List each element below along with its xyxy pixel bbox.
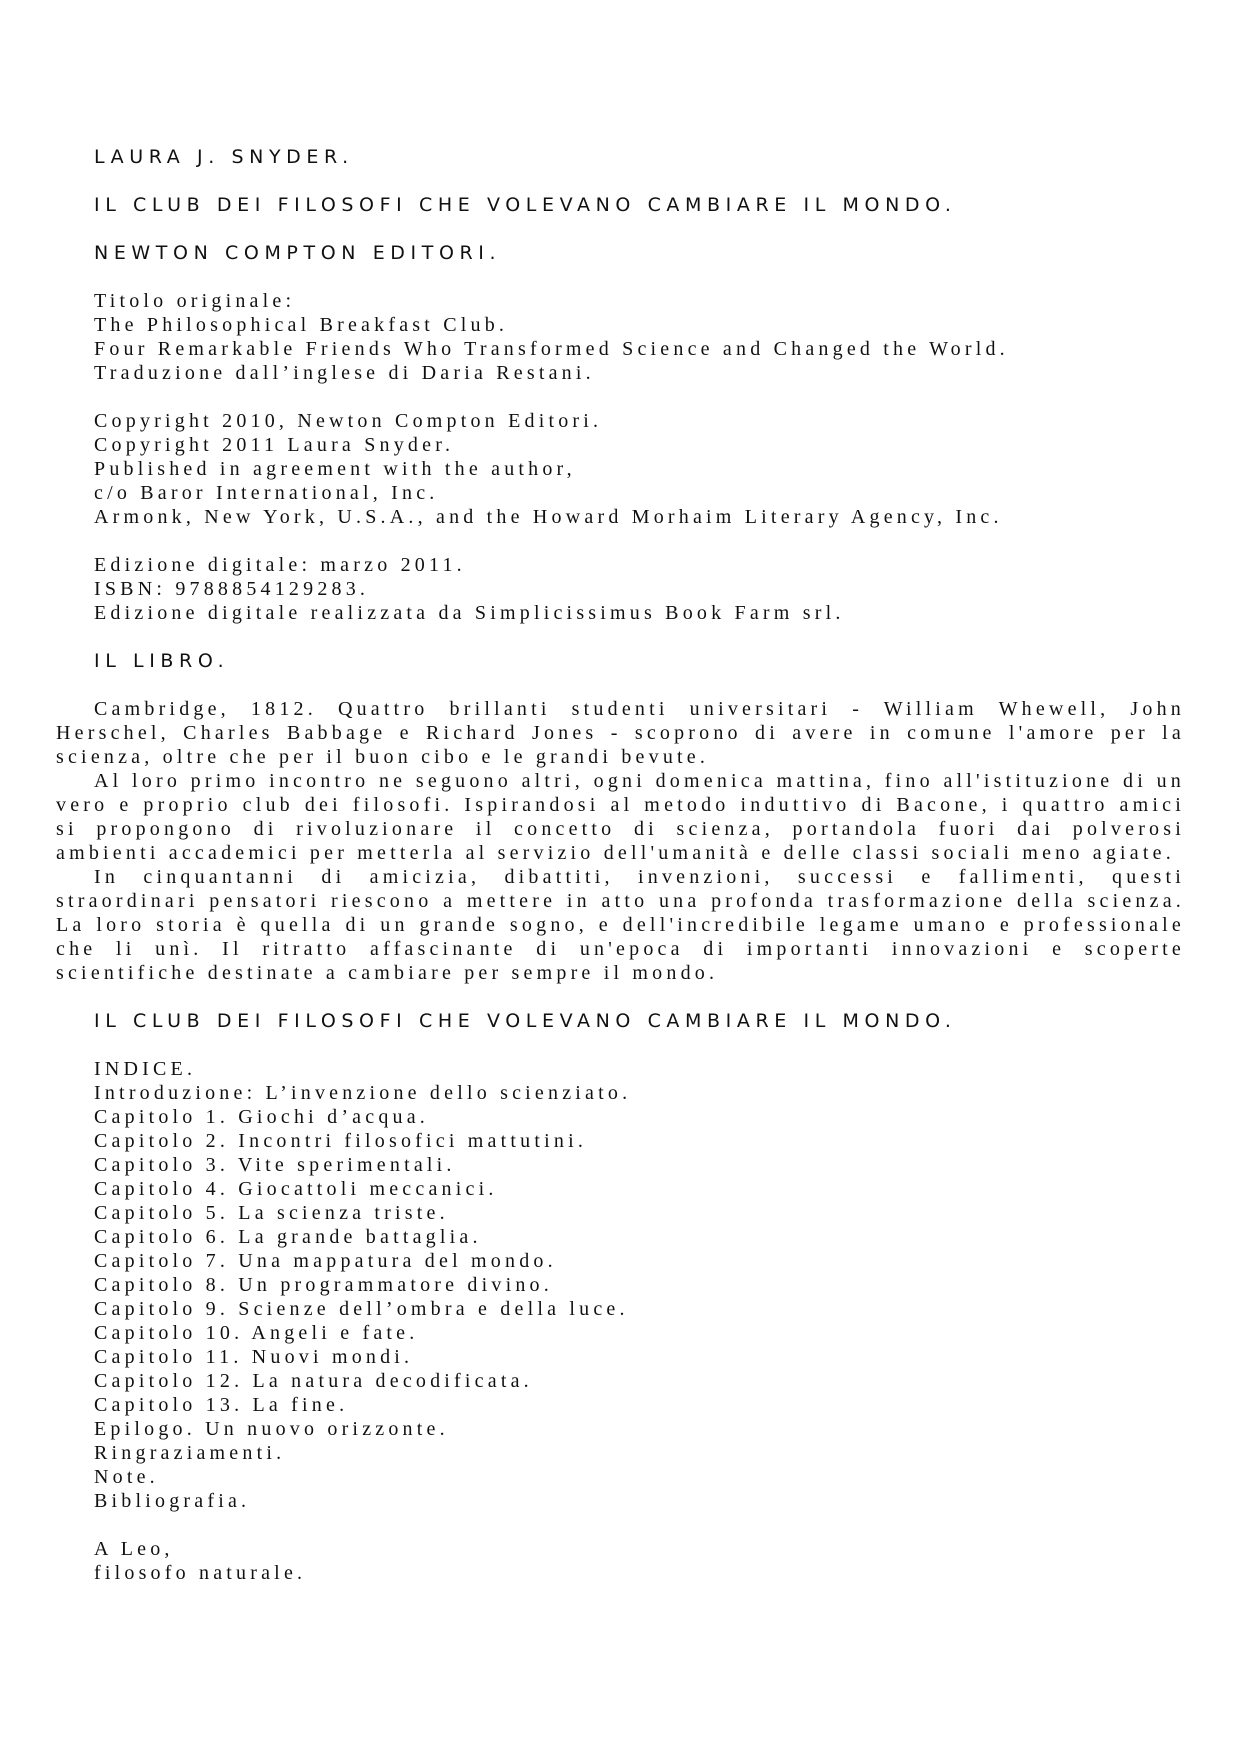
copyright-block: [56, 409, 1185, 529]
toc-item: Epilogo. Un nuovo orizzonte.: [94, 1418, 449, 1440]
toc-item: Capitolo 8. Un programmatore divino.: [94, 1274, 553, 1296]
copyright-line: Copyright 2011 Laura Snyder.: [94, 434, 455, 456]
toc-item: Capitolo 12. La natura decodificata.: [94, 1370, 533, 1392]
toc-item: Capitolo 5. La scienza triste.: [94, 1202, 449, 1224]
toc-item: Capitolo 9. Scienze dell’ombra e della luce.: [94, 1298, 629, 1320]
toc-item: Capitolo 3. Vite sperimentali.: [94, 1154, 456, 1176]
toc-item: Capitolo 13. La fine.: [94, 1394, 349, 1416]
spacer: [56, 673, 1185, 697]
table-of-contents: [56, 1057, 1185, 1513]
original-title-block: [56, 289, 1185, 385]
toc-item: Capitolo 10. Angeli e fate.: [94, 1322, 419, 1344]
original-title: The Philosophical Breakfast Club.: [94, 314, 509, 336]
toc-item: Capitolo 4. Giocattoli meccanici.: [94, 1178, 498, 1200]
toc-item: Capitolo 7. Una mappatura del mondo.: [94, 1250, 557, 1272]
dedication-line: A Leo,: [94, 1538, 174, 1560]
isbn: ISBN: 9788854129283.: [94, 578, 370, 600]
publisher-name: NEWTON COMPTON EDITORI.: [94, 242, 502, 264]
dedication: [56, 1537, 1185, 1585]
spacer: [56, 625, 1185, 649]
description-paragraph: Cambridge, 1812. Quattro brillanti studenti universitari - William Whewell, John Herschel, Charles Babbage e Richard Jones - scoprono di avere in comune l'amore per la scienza, oltre che per il buon cibo e le grandi bevute.: [56, 698, 1185, 768]
spacer: [56, 1033, 1185, 1057]
edition-block: [56, 553, 1185, 625]
spacer: [56, 529, 1185, 553]
edition-date: Edizione digitale: marzo 2011.: [94, 554, 466, 576]
copyright-line: Published in agreement with the author,: [94, 458, 576, 480]
toc-item: Capitolo 11. Nuovi mondi.: [94, 1346, 414, 1368]
dedication-line: filosofo naturale.: [94, 1562, 307, 1584]
original-title-label: Titolo originale:: [94, 290, 296, 312]
translation-credit: Traduzione dall’inglese di Daria Restani.: [94, 362, 595, 384]
spacer: [56, 385, 1185, 409]
author-name: LAURA J. SNYDER.: [94, 146, 354, 168]
toc-item: Ringraziamenti.: [94, 1442, 286, 1464]
toc-item: Bibliografia.: [94, 1490, 251, 1512]
book-section-heading: IL LIBRO.: [94, 650, 230, 672]
book-title-repeat: IL CLUB DEI FILOSOFI CHE VOLEVANO CAMBIARE IL MONDO.: [94, 1010, 957, 1032]
toc-item: Introduzione: L’invenzione dello scienziato.: [94, 1082, 632, 1104]
toc-item: Note.: [94, 1466, 159, 1488]
toc-list: [56, 1081, 1185, 1513]
copyright-line: Armonk, New York, U.S.A., and the Howard Morhaim Literary Agency, Inc.: [94, 506, 1003, 528]
book-title: IL CLUB DEI FILOSOFI CHE VOLEVANO CAMBIARE IL MONDO.: [94, 194, 957, 216]
book-description: [56, 697, 1185, 985]
toc-item: Capitolo 1. Giochi d’acqua.: [94, 1106, 430, 1128]
description-paragraph: Al loro primo incontro ne seguono altri, ogni domenica mattina, fino all'istituzione di un vero e proprio club dei filosofi. Ispirandosi al metodo induttivo di Bacone, i quattro amici si propongono di rivoluzionare il concetto di scienza, portandola fuori dai polverosi ambienti accademici per metterla al servizio dell'umanità e delle classi sociali meno agiate.: [56, 770, 1185, 864]
spacer: [56, 1513, 1185, 1537]
copyright-line: c/o Baror International, Inc.: [94, 482, 439, 504]
description-paragraph: In cinquantanni di amicizia, dibattiti, invenzioni, successi e fallimenti, questi straordinari pensatori riescono a mettere in atto una profonda trasformazione della scienza. La loro storia è quella di un grande sogno, e dell'incredibile legame umano e professionale che li unì. Il ritratto affascinante di un'epoca di importanti innovazioni e scoperte scientifiche destinate a cambiare per sempre il mondo.: [56, 866, 1185, 984]
toc-item: Capitolo 2. Incontri filosofici mattutini.: [94, 1130, 588, 1152]
spacer: [56, 265, 1185, 289]
spacer: [56, 985, 1185, 1009]
toc-heading: INDICE.: [94, 1058, 197, 1080]
original-subtitle: Four Remarkable Friends Who Transformed Science and Changed the World.: [94, 338, 1009, 360]
toc-item: Capitolo 6. La grande battaglia.: [94, 1226, 482, 1248]
copyright-line: Copyright 2010, Newton Compton Editori.: [94, 410, 603, 432]
spacer: [56, 217, 1185, 241]
spacer: [56, 169, 1185, 193]
edition-credit: Edizione digitale realizzata da Simplicissimus Book Farm srl.: [94, 602, 845, 624]
